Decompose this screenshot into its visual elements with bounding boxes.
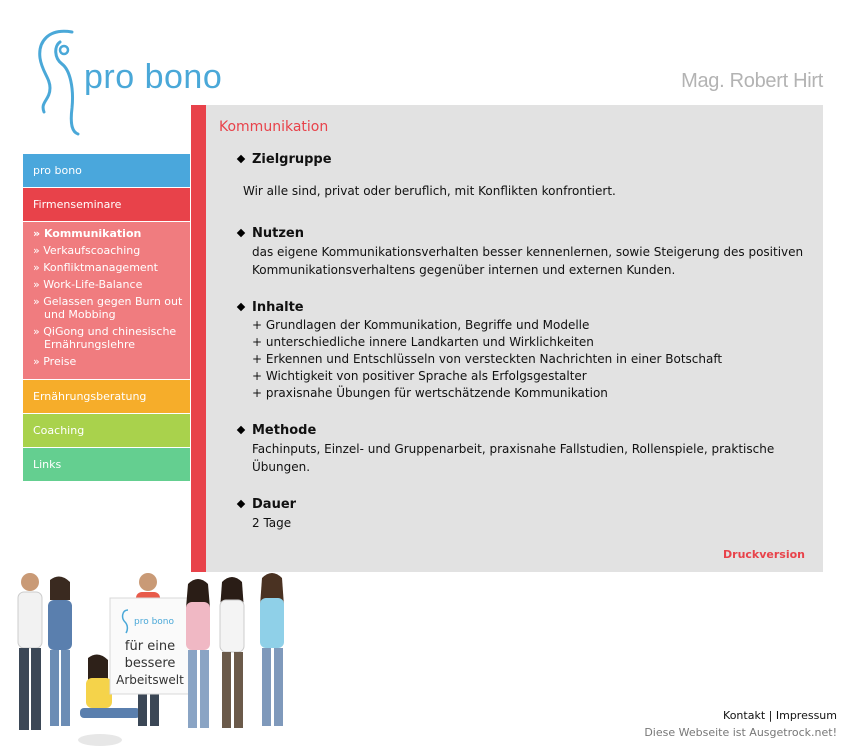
subnav-item-kommunikation[interactable]: » Kommunikation xyxy=(33,227,190,240)
team-illustration xyxy=(0,570,300,749)
content-sections xyxy=(238,152,808,553)
sign-line-1: für eine xyxy=(124,639,176,654)
footer-separator: | xyxy=(768,709,773,722)
section-heading: Zielgruppe xyxy=(252,152,332,167)
subnav-item-verkaufscoaching[interactable]: » Verkaufscoaching xyxy=(33,244,190,257)
person-figure xyxy=(220,577,244,728)
list-item: + Wichtigkeit von positiver Sprache als Erfolgsgestalter xyxy=(252,369,587,383)
sidebar-submenu xyxy=(23,222,190,380)
section-heading: Nutzen xyxy=(252,226,304,241)
subnav-item-qigong[interactable]: » QiGong und chinesische Ernährungslehre xyxy=(33,325,190,351)
person-figure xyxy=(48,576,72,726)
subnav-item-preise[interactable]: » Preise xyxy=(33,355,190,368)
list-item: + praxisnahe Übungen für wertschätzende Kommunikation xyxy=(252,386,608,400)
section-text: das eigene Kommunikationsverhalten besser kennenlernen, sowie Steigerung des positiven Kommunikationsverhaltens gegenüber internen und externen Kunden. xyxy=(252,245,804,277)
list-item: + Erkennen und Entschlüsseln von versteckten Nachrichten in einer Botschaft xyxy=(252,352,723,366)
sidebar-item-coaching[interactable]: Coaching xyxy=(23,414,190,448)
footer-contact-link[interactable]: Kontakt xyxy=(723,709,766,722)
section-heading: Inhalte xyxy=(252,300,304,315)
section-heading: Dauer xyxy=(252,497,297,512)
section-text: Fachinputs, Einzel- und Gruppenarbeit, praxisnahe Fallstudien, Rollenspiele, praktische Übungen. xyxy=(252,442,775,474)
section-methode xyxy=(238,423,808,476)
sidebar-item-pro-bono[interactable]: pro bono xyxy=(23,154,190,188)
list-item: + unterschiedliche innere Landkarten und Wirklichkeiten xyxy=(252,335,594,349)
subnav-item-burnout[interactable]: » Gelassen gegen Burn out und Mobbing xyxy=(33,295,190,321)
sidebar-item-ernaehrungsberatung[interactable]: Ernährungsberatung xyxy=(23,380,190,414)
footer-links xyxy=(723,709,837,722)
sidebar-item-firmenseminare[interactable]: Firmenseminare xyxy=(23,188,190,222)
page-title: Kommunikation xyxy=(219,119,329,135)
bullet-icon xyxy=(237,229,245,237)
person-figure xyxy=(260,573,284,726)
sidebar-item-links[interactable]: Links xyxy=(23,448,190,482)
section-heading: Methode xyxy=(252,423,317,438)
section-list xyxy=(238,317,808,402)
section-text: 2 Tage xyxy=(252,516,292,530)
sign-board xyxy=(110,598,190,694)
section-nutzen xyxy=(238,226,808,279)
bullet-icon xyxy=(237,155,245,163)
person-figure xyxy=(18,573,42,730)
bullet-icon xyxy=(237,426,245,434)
sidebar-nav xyxy=(23,154,190,482)
print-version-link[interactable]: Druckversion xyxy=(723,548,805,561)
footer-imprint-link[interactable]: Impressum xyxy=(775,709,837,722)
bullet-icon xyxy=(237,500,245,508)
subnav-item-konfliktmanagement[interactable]: » Konfliktmanagement xyxy=(33,261,190,274)
section-text: Wir alle sind, privat oder beruflich, mit Konflikten konfrontiert. xyxy=(243,184,616,198)
section-dauer xyxy=(238,497,808,532)
owner-name: Mag. Robert Hirt xyxy=(681,70,823,92)
bullet-icon xyxy=(237,303,245,311)
logo-text[interactable]: pro bono xyxy=(84,58,223,96)
section-inhalte xyxy=(238,300,808,402)
logo-ear-icon xyxy=(34,28,84,138)
person-figure xyxy=(186,579,210,728)
footer-note: Diese Webseite ist Ausgetrock.net! xyxy=(644,726,837,739)
section-zielgruppe xyxy=(238,152,808,200)
subnav-item-work-life-balance[interactable]: » Work-Life-Balance xyxy=(33,278,190,291)
content-panel xyxy=(206,105,823,572)
list-item: + Grundlagen der Kommunikation, Begriffe und Modelle xyxy=(252,318,590,332)
sign-line-2: bessere xyxy=(124,656,176,671)
sign-logo-text: pro bono xyxy=(134,617,175,627)
content-accent-bar xyxy=(191,105,206,572)
sign-line-3: Arbeitswelt xyxy=(116,673,184,687)
